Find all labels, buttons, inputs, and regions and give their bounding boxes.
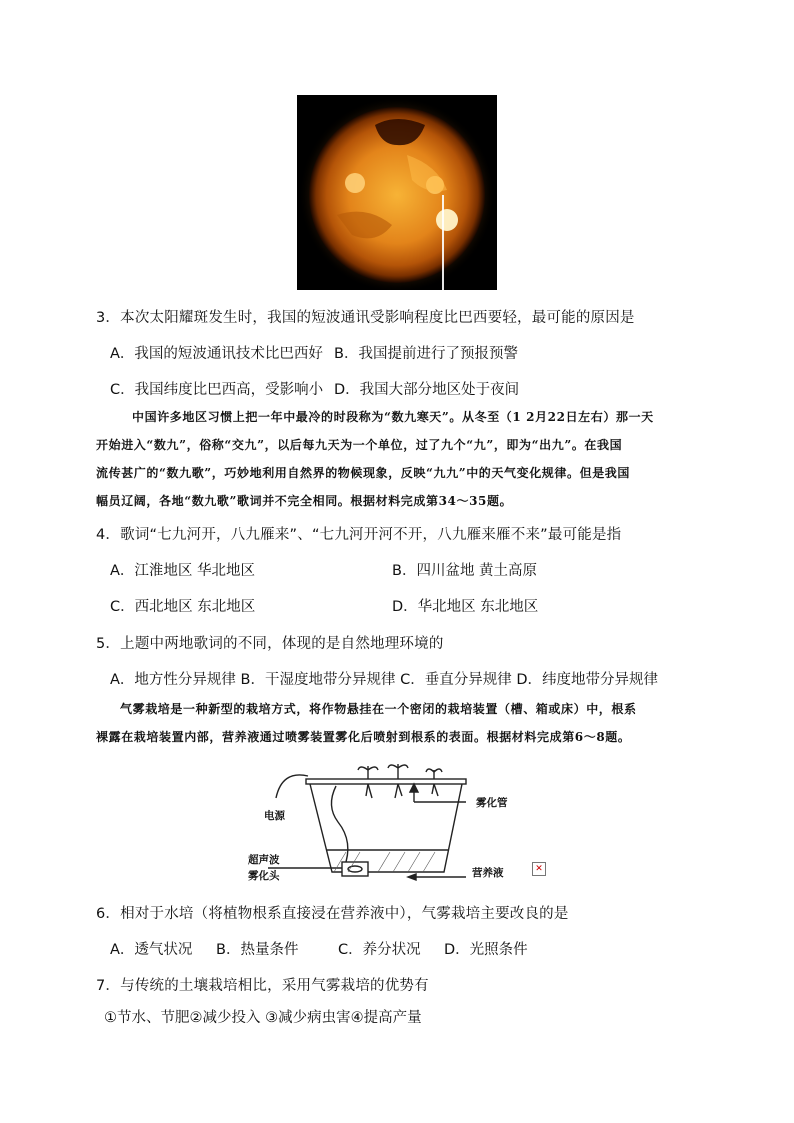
question-3-option-b: B．我国提前进行了预报预警: [334, 346, 518, 362]
sun-photo: [297, 95, 497, 290]
broken-image-icon: [532, 862, 546, 876]
sun-image: [297, 95, 497, 290]
question-3-option-c: C．我国纬度比巴西高，受影响小: [110, 382, 324, 398]
passage-2-line-1: 气雾栽培是一种新型的栽培方式，将作物悬挂在一个密闭的栽培装置（槽、箱或床）中，根系: [120, 702, 637, 716]
question-4-option-b: B．四川盆地 黄土高原: [392, 563, 538, 579]
label-power: 电源: [264, 810, 285, 822]
question-4-stem: 4．歌词“七九河开，八九雁来”、“七九河开河不开，八九雁来雁不来”最可能是指: [96, 527, 622, 543]
passage-1-line-4: 幅员辽阔，各地“数九歌”歌词并不完全相同。根据材料完成第34～35题。: [96, 494, 513, 508]
question-3-option-d: D．我国大部分地区处于夜间: [334, 382, 520, 398]
aeroponics-diagram: [248, 762, 548, 887]
passage-2-line-2: 裸露在栽培装置内部，营养液通过喷雾装置雾化后喷射到根系的表面。根据材料完成第6～8题。: [96, 730, 631, 744]
question-6-option-c: C．养分状况: [338, 942, 421, 958]
question-6-option-d: D．光照条件: [444, 942, 528, 958]
question-4-option-d: D．华北地区 东北地区: [392, 599, 539, 615]
question-3-stem: 3．本次太阳耀斑发生时，我国的短波通讯受影响程度比巴西要轻，最可能的原因是: [96, 310, 635, 326]
passage-1-line-3: 流传甚广的“数九歌”，巧妙地利用自然界的物候现象，反映“九九”中的天气变化规律。但是我国: [96, 466, 631, 480]
question-5-options: A．地方性分异规律 B．干湿度地带分异规律 C．垂直分异规律 D．纬度地带分异规律: [110, 672, 658, 688]
passage-1: [96, 403, 654, 515]
question-6-stem: 6．相对于水培（将植物根系直接浸在营养液中），气雾栽培主要改良的是: [96, 906, 569, 922]
question-5-stem: 5．上题中两地歌词的不同，体现的是自然地理环境的: [96, 636, 444, 652]
passage-2: [96, 695, 637, 751]
question-6-option-b: B．热量条件: [216, 942, 299, 958]
question-3-option-a: A．我国的短波通讯技术比巴西好: [110, 346, 323, 362]
label-ultrasonic-line-2: 雾化头: [248, 870, 280, 882]
passage-1-line-2: 开始进入“数九”，俗称“交九”，以后每九天为一个单位，过了九个“九”，即为“出九”。在我国: [96, 438, 623, 452]
question-7-choices: ①节水、节肥②减少投入 ③减少病虫害④提高产量: [104, 1010, 422, 1026]
question-7-stem: 7．与传统的土壤栽培相比，采用气雾栽培的优势有: [96, 978, 429, 994]
passage-1-line-1: 中国许多地区习惯上把一年中最冷的时段称为“数九寒天”。从冬至（1 2月22日左右）那一天: [132, 410, 654, 424]
label-nutrient-solution: 营养液: [472, 867, 504, 879]
label-ultrasonic-line-1: 超声波: [248, 854, 280, 866]
broken-image-mark: ✕: [535, 864, 543, 874]
question-4-option-c: C．西北地区 东北地区: [110, 599, 256, 615]
question-4-option-a: A．江淮地区 华北地区: [110, 563, 256, 579]
label-atomizer-pipe: 雾化管: [476, 797, 508, 809]
question-6-option-a: A．透气状况: [110, 942, 193, 958]
